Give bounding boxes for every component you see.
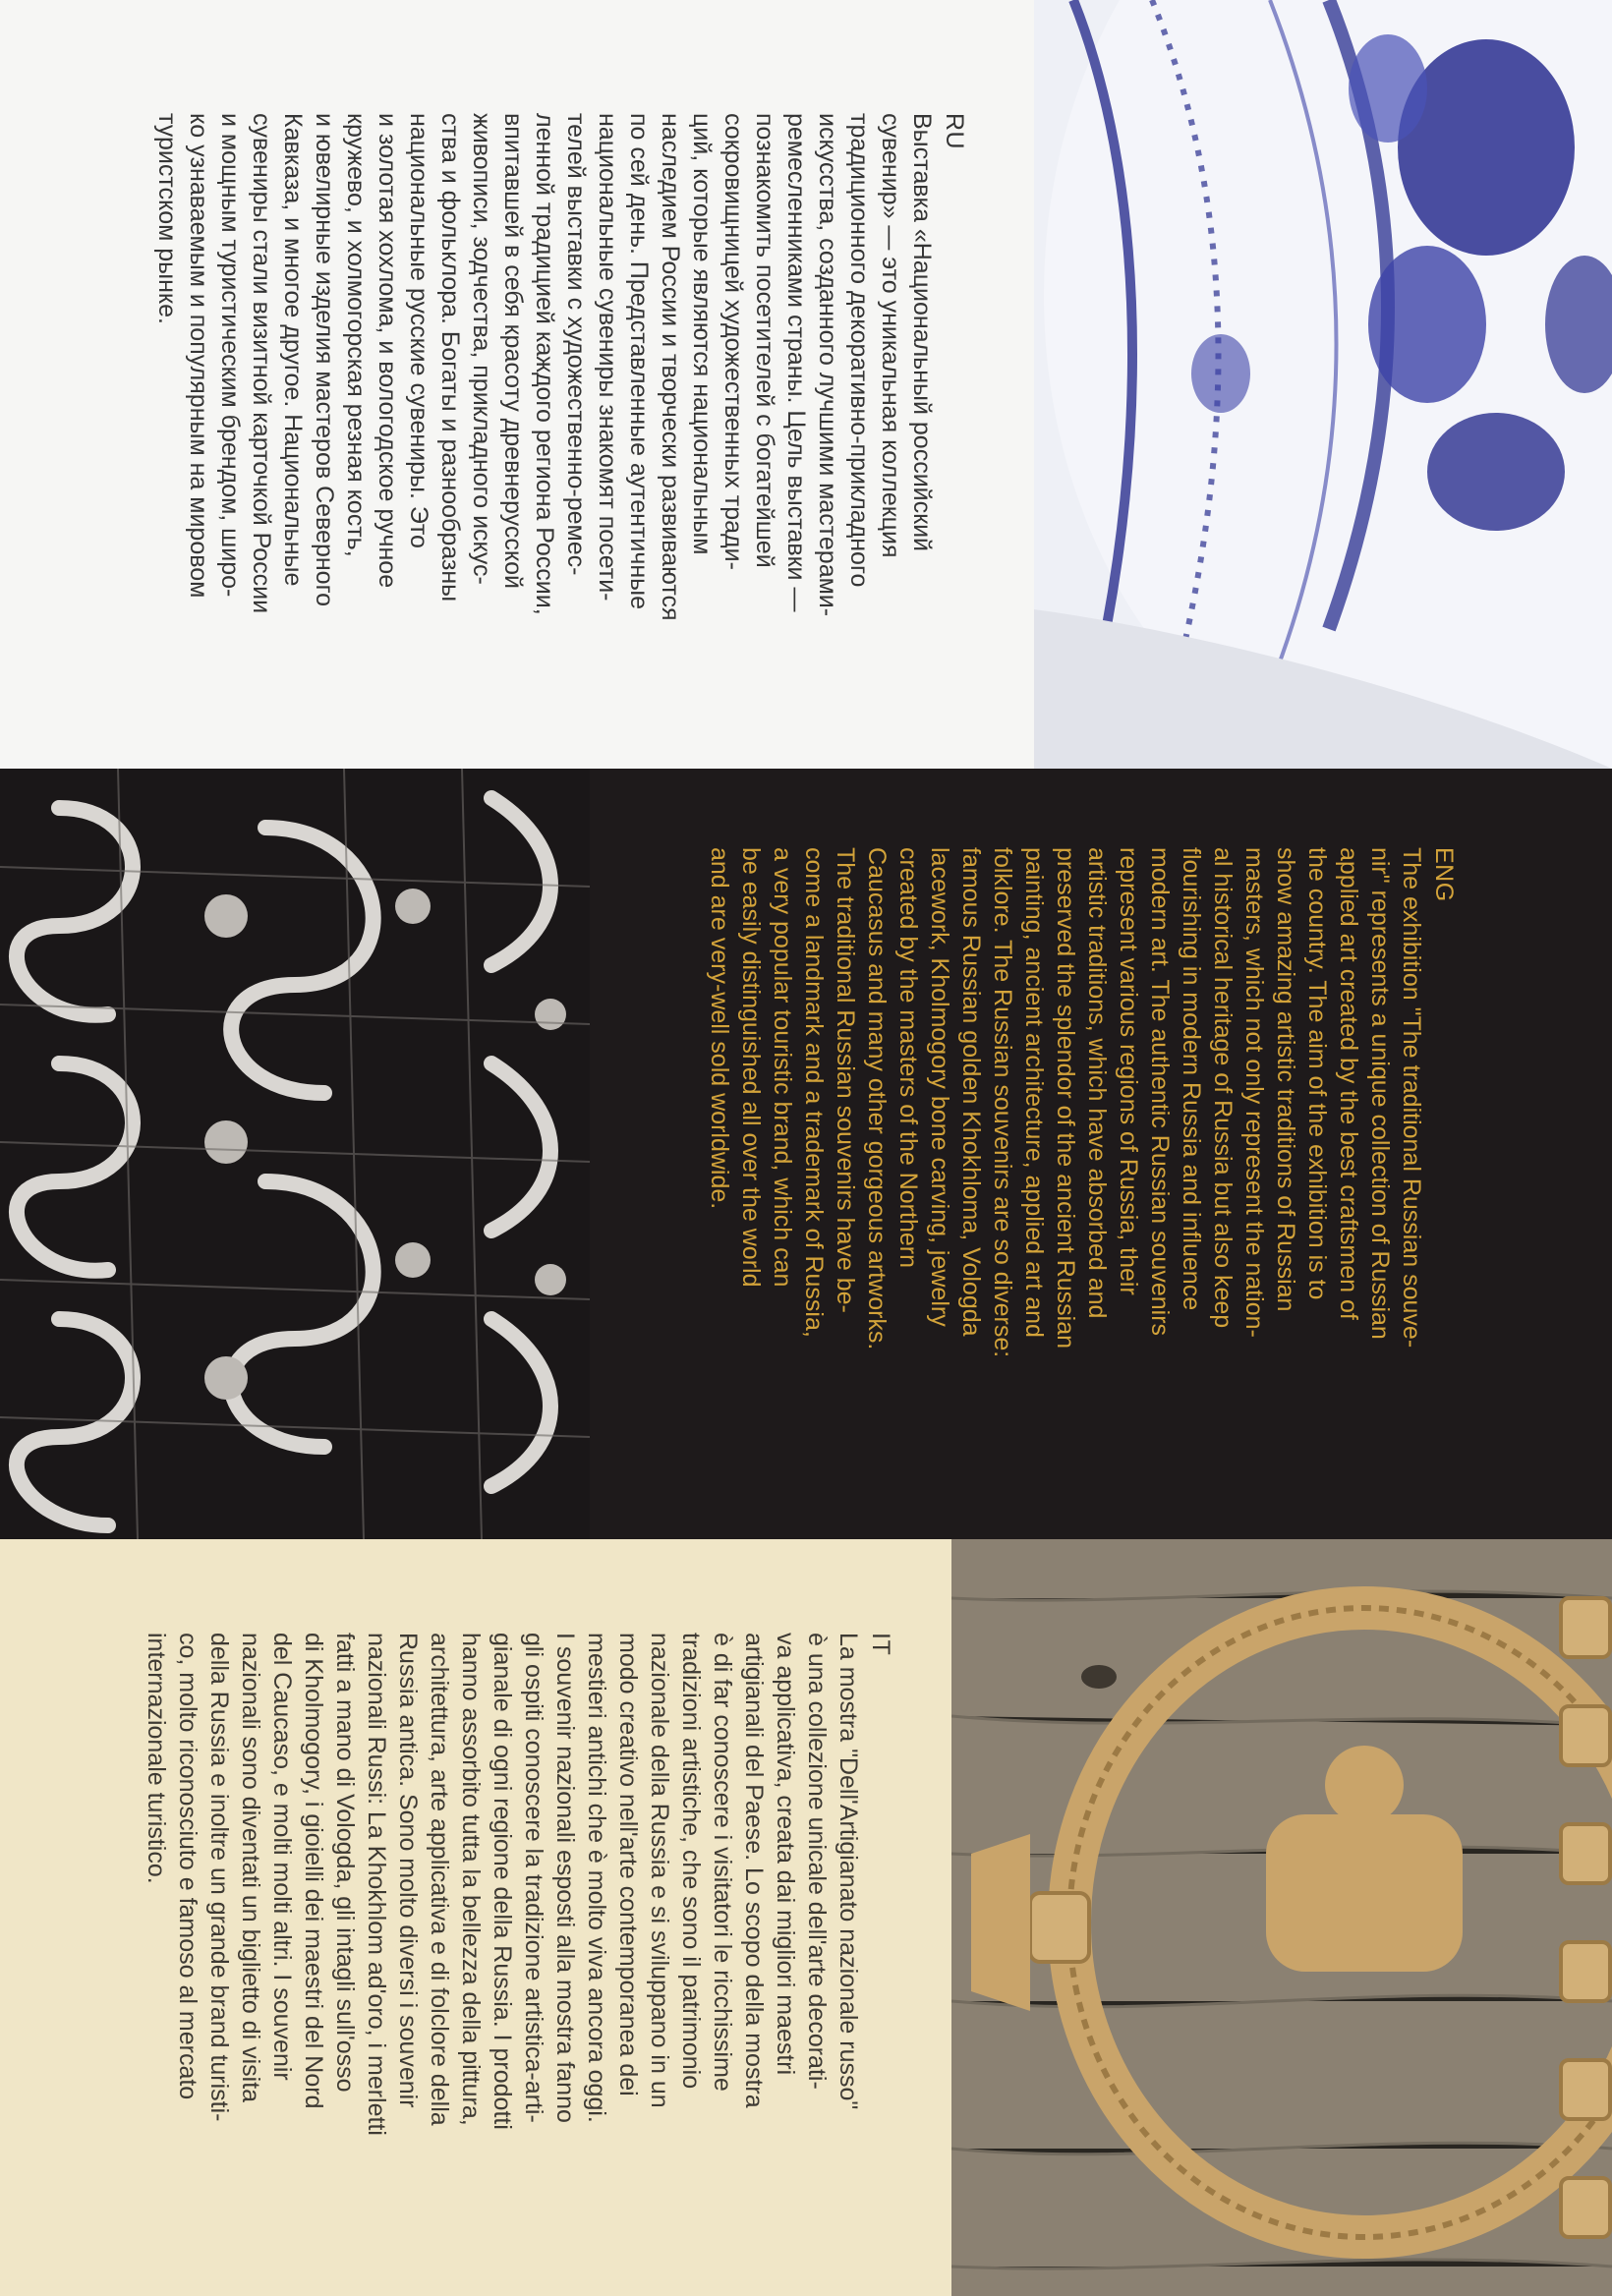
english-section [0, 769, 1612, 1539]
russian-body-text: Выставка «Национальный российский сувенир» — это уникальная коллекция традиционного декоративно-прикладного искусства, созданного лучшими мастерами- ремесленниками страны. Цель выставки — познакомить посетителей с богатейшей сокровищницей художественных тради- ций, которые являются национальным наследием России и творчески развиваются по сей день. Представленные аутентичные национальные сувениры знакомят посети- телей выставки с художественно-ремес- ленной традицией каждого региона России, впитавшей в себя красоту древнерусской живописи, зодчества, прикладного искус- ства и фольклора. Богаты и разнообразны национальные русские сувениры. Это и золотая хохлома, и вологодское ручное кружево, и холмогорская резная кость, и ювелирные изделия мастеров Северного Кавказа, и многое другое. Национальные сувениры стали визитной карточкой России и мощным туристическим брендом, широ- ко узнаваемым и популярным на мировом туристском рынке. [153, 113, 936, 621]
russian-text-column [151, 113, 968, 769]
russian-language-label: RU [941, 113, 968, 150]
english-text-column [704, 847, 1458, 1535]
italian-section [0, 1539, 1612, 2296]
russian-section [0, 0, 1612, 769]
italian-language-label: IT [867, 1633, 894, 1656]
carved-wood-candlestick-photo [951, 1539, 1612, 2296]
english-language-label: ENG [1430, 847, 1458, 902]
gzhel-porcelain-photo [1034, 0, 1612, 769]
italian-body-text: La mostra "Dell'Artigianato nazionale russo" è una collezione unicale dell'arte decorati- va applicativa, creata dai migliori maestri artigianali del Paese. Lo scopo della mostra è di far conoscere i visitatori le ricchissime tradizioni artistiche, che sono il patrimonio nazionale della Russia e si sviluppano in un modo creativo nell'arte contemporanea dei mestieri antichi che è molto viva ancora oggi. I souvenir nazionali esposti alla mostra fanno gli ospiti conoscere la tradizione artistica-arti- gianale di ogni regione della Russia. I prodotti hanno assorbito tutta la bellezza della pittura, architettura, arte applicativa e di folclore della Russia antica. Sono molto diversi i souvenir nazionali Russi: La Khokhlom ad'oro, i merletti fatti a mano di Vologda, gli intagli sull'osso di Kholmogory, i gioielli dei maestri del Nord del Caucaso, e molti molti altri. I souvenir nazionali sono diventati un biglietto di visita della Russia e inoltre un grande brand turisti- co, molto riconosciuto e famoso al mercato internazionale turistico. [143, 1633, 862, 2136]
english-body-text: The exhibition "The traditional Russian souve- nir" represents a unique collection of Russian applied art created by the best craftsmen of the country. The aim of the exhibition is to show amazing artistic traditions of Russian masters, which not only represent the nation- al historical heritage of Russia but also keep flourishing in modern Russia and influence modern art. The authentic Russian souvenirs represent various regions of Russia, their artistic traditions, which have absorbed and preserved the splendor of the ancient Russian painting, ancient architecture, applied art and folklore. The Russian souvenirs are so diverse: famous Russian golden Khokhloma, Vologda lacework, Kholmogory bone carving, jewelry created by the masters of the Northern Caucasus and many other gorgeous artworks. The traditional Russian souvenirs have be- come a landmark and a trademark of Russia, a very popular touristic brand, which can be easily distinguished all over the world and are very-well sold worldwide. [706, 847, 1425, 1358]
vologda-lace-photo [0, 769, 590, 1539]
italian-text-column [141, 1633, 894, 2296]
